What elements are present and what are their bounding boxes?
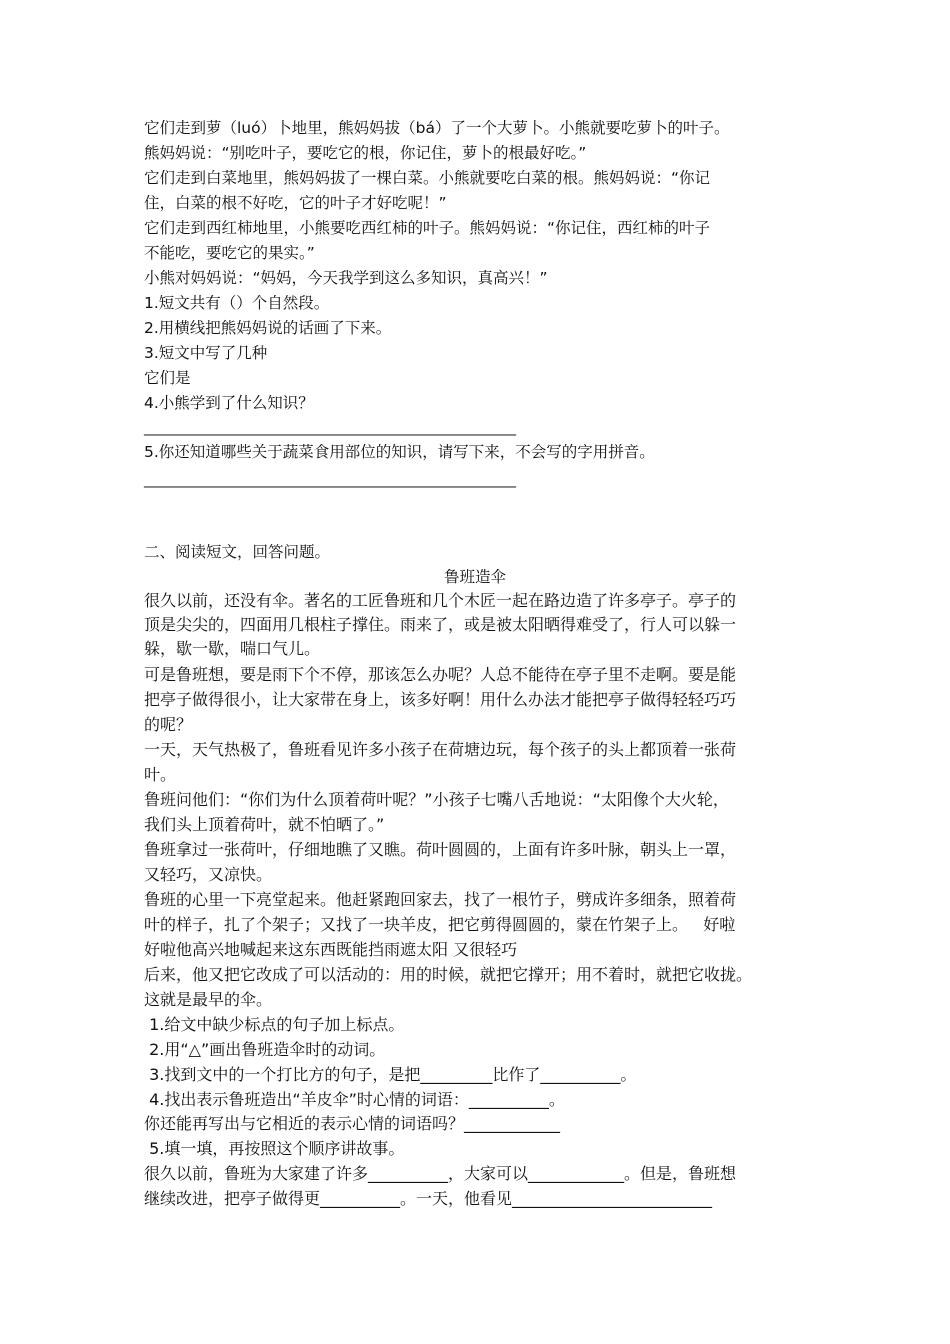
passage-line: 它们走到萝（luó）卜地里，熊妈妈拔（bá）了一个大萝卜。小熊就要吃萝卜的叶子。: [144, 119, 730, 137]
passage-line: 很久以前，还没有伞。著名的工匠鲁班和几个木匠一起在路边造了许多亭子。亭子的: [144, 591, 737, 610]
question-line: 1.给文中缺少标点的句子加上标点。: [144, 1015, 405, 1034]
passage-line: 一天，天气热极了，鲁班看见许多小孩子在荷塘边玩，每个孩子的头上都顶着一张荷: [144, 740, 737, 759]
passage-line: 躲，歇一歇，喘口气儿。: [144, 639, 321, 658]
passage-line: 住，白菜的根不好吃，它的叶子才好吃呢！”: [144, 194, 447, 212]
passage-line: 的呢？: [144, 715, 193, 734]
passage-line: 鲁班的心里一下亮堂起来。他赶紧跑回家去，找了一根竹子，劈成许多细条，照着荷: [144, 890, 737, 909]
passage-line: 顶是尖尖的，四面用几根柱子撑住。雨来了，或是被太阳晒得难受了，行人可以躲一: [144, 615, 737, 634]
question-line: 4.小熊学到了什么知识？: [144, 394, 314, 412]
question-line: 5.你还知道哪些关于蔬菜食用部位的知识，请写下来，不会写的字用拼音。: [144, 443, 655, 461]
answer-blank-line: ________________________________________________: [144, 470, 516, 488]
question-line: 很久以前，鲁班为大家建了许多__________，大家可以____________。但是，鲁班想: [144, 1164, 737, 1183]
passage-line: 把亭子做得很小，让大家带在身上，该多好啊！用什么办法才能把亭子做得轻轻巧巧: [144, 690, 737, 709]
passage-line: 鲁班问他们：“你们为什么顶着荷叶呢？”小孩子七嘴八舌地说：“太阳像个大火轮，: [144, 790, 729, 809]
passage-line: 不能吃，要吃它的果实。”: [144, 244, 315, 262]
passage-line: 可是鲁班想，要是雨下个不停，那该怎么办呢？人总不能待在亭子里不走啊。要是能: [144, 665, 737, 684]
section-heading: 二、阅读短文，回答问题。: [144, 543, 331, 561]
passage-line: 叶的样子，扎了个架子；又找了一块羊皮，把它剪得圆圆的，蒙在竹架子上。 好啦: [144, 915, 736, 934]
story-title: 鲁班造伞: [443, 568, 506, 586]
passage-line: 它们走到西红柿地里，小熊要吃西红柿的叶子。熊妈妈说：“你记住，西红柿的叶子: [144, 219, 711, 237]
passage-line: 这就是最早的伞。: [144, 990, 273, 1009]
passage-line: 好啦他高兴地喊起来这东西既能挡雨遮太阳 又很轻巧: [144, 940, 518, 959]
passage-line: 叶。: [144, 765, 177, 784]
question-line: 3.找到文中的一个打比方的句子，是把_________比作了__________。: [144, 1065, 637, 1084]
question-line: 3.短文中写了几种: [144, 344, 268, 362]
passage-line: 熊妈妈说：“别吃叶子，要吃它的根，你记住，萝卜的根最好吃。”: [144, 144, 587, 162]
passage-line: 小熊对妈妈说：“妈妈，今天我学到这么多知识，真高兴！”: [144, 269, 548, 287]
passage-line: 它们走到白菜地里，熊妈妈拔了一棵白菜。小熊就要吃白菜的根。熊妈妈说：“你记: [144, 169, 711, 187]
passage-line: 鲁班拿过一张荷叶，仔细地瞧了又瞧。荷叶圆圆的，上面有许多叶脉，朝头上一罩，: [144, 840, 737, 859]
question-line: 你还能再写出与它相近的表示心情的词语吗？____________: [144, 1114, 561, 1133]
question-line: 2.用“△”画出鲁班造伞时的动词。: [144, 1040, 386, 1059]
question-line: 继续改进，把亭子做得更__________。一天，他看见_________________________: [144, 1189, 713, 1208]
passage-line: 后来，他又把它改成了可以活动的：用的时候，就把它撑开；用不着时，就把它收拢。: [144, 965, 753, 984]
passage-line: 我们头上顶着荷叶，就不怕晒了。”: [144, 815, 385, 834]
question-line: 它们是: [144, 369, 191, 387]
question-line: 5.填一填，再按照这个顺序讲故事。: [144, 1139, 405, 1158]
question-line: 1.短文共有（）个自然段。: [144, 294, 330, 312]
answer-blank-line: ________________________________________________: [144, 418, 516, 436]
question-line: 4.找出表示鲁班造出“羊皮伞”时心情的词语：__________。: [144, 1090, 565, 1109]
passage-line: 又轻巧，又凉快。: [144, 865, 273, 884]
question-line: 2.用横线把熊妈妈说的话画了下来。: [144, 319, 392, 337]
